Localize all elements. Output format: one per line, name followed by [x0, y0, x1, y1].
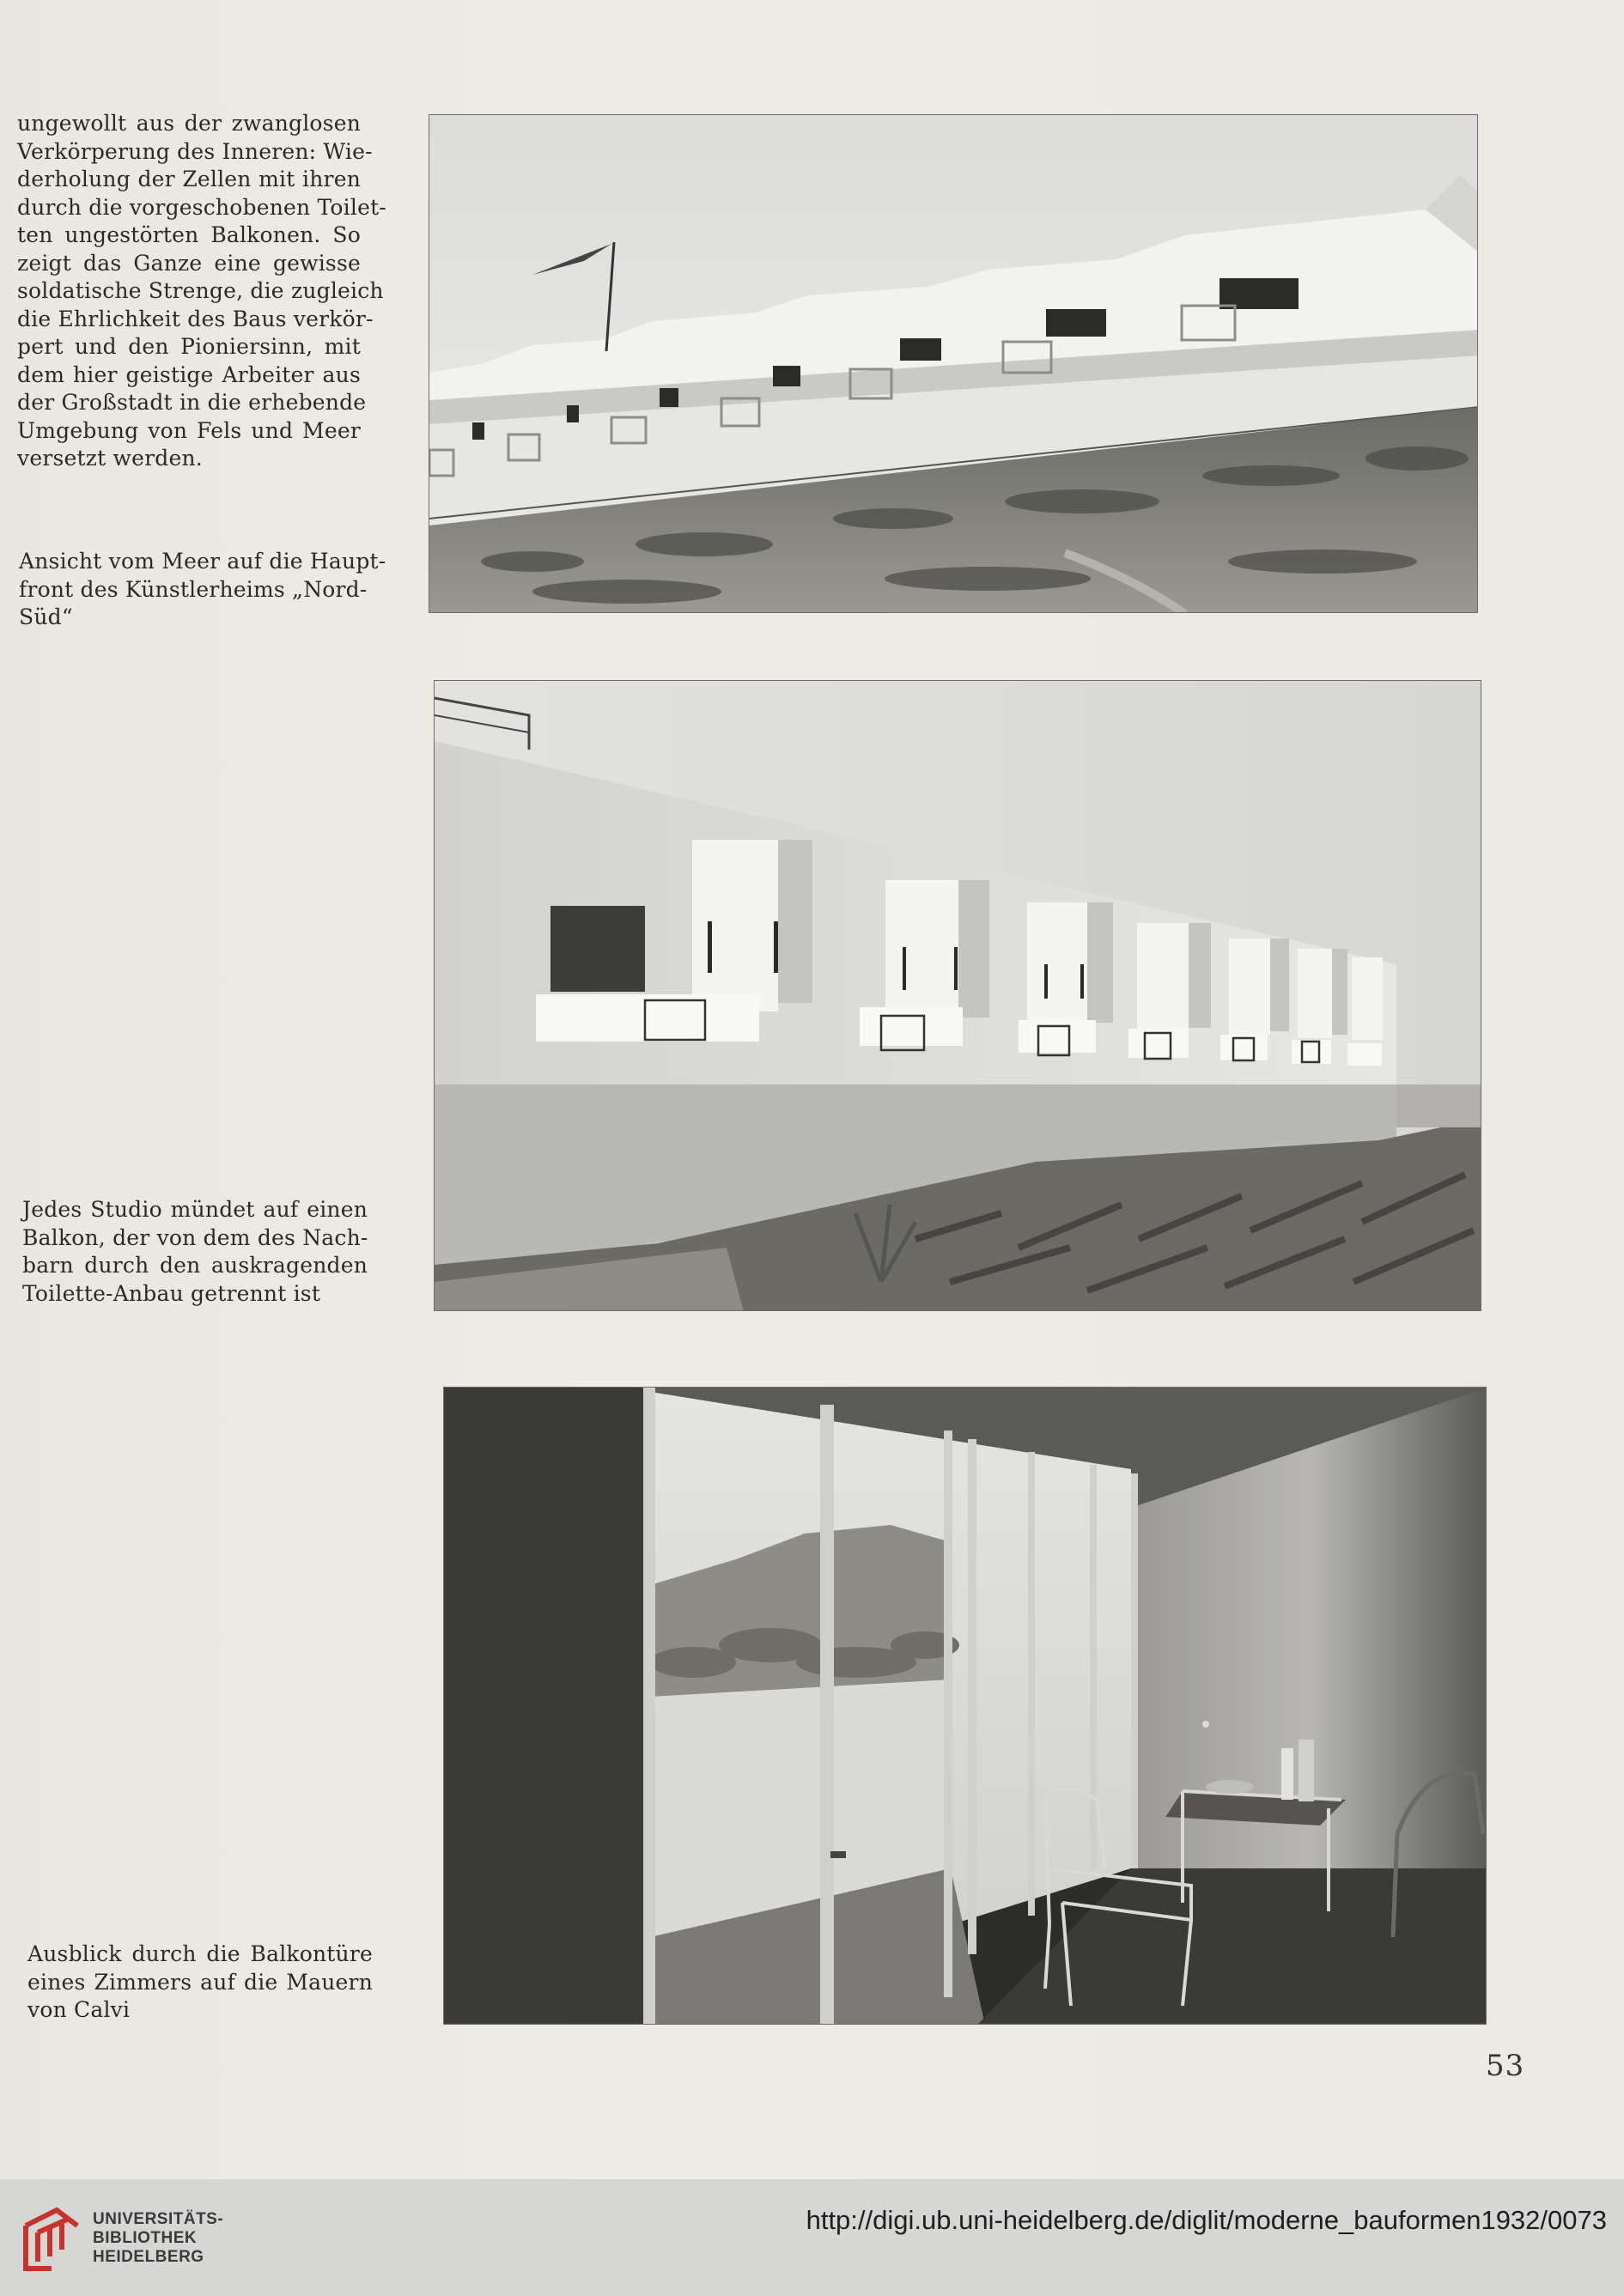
library-name[interactable]: [93, 2210, 223, 2267]
text-line: soldatische Strenge, die zugleich: [17, 278, 384, 303]
photo-1-drawing: [429, 115, 1478, 613]
text-line: Jedes Studio mündet auf einen: [22, 1197, 368, 1222]
digital-library-url[interactable]: http://digi.ub.uni-heidelberg.de/diglit/moderne_bauformen1932/0073: [806, 2205, 1607, 2235]
text-line: derholung der Zellen mit ihren: [17, 167, 361, 191]
photo-balconies-row: [434, 680, 1481, 1311]
page-number: 53: [1486, 2049, 1525, 2083]
text-line: barn durch den auskragenden: [22, 1253, 368, 1278]
text-line: ten ungestörten Balkonen. So: [17, 222, 361, 247]
photo-interior-balcony-door: [443, 1387, 1487, 2025]
text-line: durch die vorgeschobenen Toilet-: [17, 194, 386, 220]
text-line: pert und den Pioniersinn, mit: [17, 334, 361, 359]
text-line: Balkon, der von dem des Nach-: [22, 1224, 368, 1250]
text-line: von Calvi: [27, 1997, 131, 2022]
library-name-line: HEIDELBERG: [93, 2248, 204, 2266]
photo-building-sea-view: [429, 114, 1478, 613]
text-line: front des Künstlerheims „Nord-: [19, 576, 368, 602]
university-library-logo[interactable]: [17, 2202, 82, 2275]
library-footer: [0, 2179, 1624, 2296]
library-name-line: BIBLIOTHEK: [93, 2229, 198, 2247]
text-line: Ausblick durch die Balkontüre: [27, 1941, 373, 1966]
text-line: der Großstadt in die erhebende: [17, 390, 367, 415]
text-line: Toilette-Anbau getrennt ist: [22, 1280, 321, 1306]
text-line: die Ehrlichkeit des Baus verkör-: [17, 306, 374, 331]
text-line: ungewollt aus der zwanglosen: [17, 111, 361, 136]
photo-2-drawing: [435, 681, 1481, 1311]
text-line: zeigt das Ganze eine gewisse: [17, 250, 361, 276]
text-line: Ansicht vom Meer auf die Haupt-: [19, 549, 386, 574]
text-line: Verkörperung des Inneren: Wie-: [17, 138, 373, 164]
library-name-line: UNIVERSITÄTS-: [93, 2210, 224, 2228]
caption-photo-3: [27, 1941, 373, 2025]
text-line: Süd“: [19, 604, 73, 629]
caption-photo-1: [19, 548, 386, 632]
text-line: Umgebung von Fels und Meer: [17, 417, 361, 443]
text-line: versetzt werden.: [17, 446, 203, 471]
text-line: dem hier geistige Arbeiter aus: [17, 361, 361, 387]
photo-3-drawing: [444, 1388, 1487, 2025]
intro-text: [17, 110, 386, 473]
text-line: eines Zimmers auf die Mauern: [27, 1969, 373, 1995]
caption-photo-2: [22, 1196, 368, 1308]
